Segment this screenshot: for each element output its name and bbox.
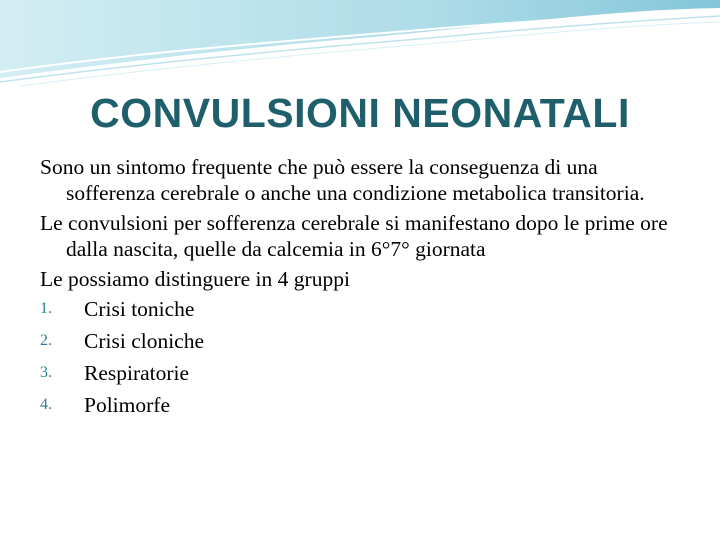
- list-number: 4.: [40, 396, 52, 413]
- slide-body: [40, 154, 690, 424]
- list-number: 2.: [40, 332, 52, 349]
- group-list: [40, 296, 690, 418]
- list-item: [40, 328, 690, 354]
- list-text: Crisi cloniche: [84, 329, 205, 353]
- list-text: Polimorfe: [84, 393, 170, 417]
- slide-title: CONVULSIONI NEONATALI: [90, 90, 630, 136]
- paragraph-3: Le possiamo distinguere in 4 gruppi: [40, 267, 350, 291]
- list-text: Respiratorie: [84, 361, 190, 385]
- header-wave-decoration: [0, 0, 720, 90]
- list-item: [40, 392, 690, 418]
- list-number: 1.: [40, 300, 52, 317]
- paragraph-1: Sono un sintomo frequente che può essere la conseguenza di una sofferenza cerebrale o anche una condizione metabolica transitoria.: [40, 155, 645, 205]
- list-item: [40, 296, 690, 322]
- paragraph-2: Le convulsioni per sofferenza cerebrale si manifestano dopo le prime ore dalla nascita, quelle da calcemia in 6°7° giornata: [40, 211, 668, 261]
- list-number: 3.: [40, 364, 52, 381]
- list-item: [40, 360, 690, 386]
- list-text: Crisi toniche: [84, 297, 195, 321]
